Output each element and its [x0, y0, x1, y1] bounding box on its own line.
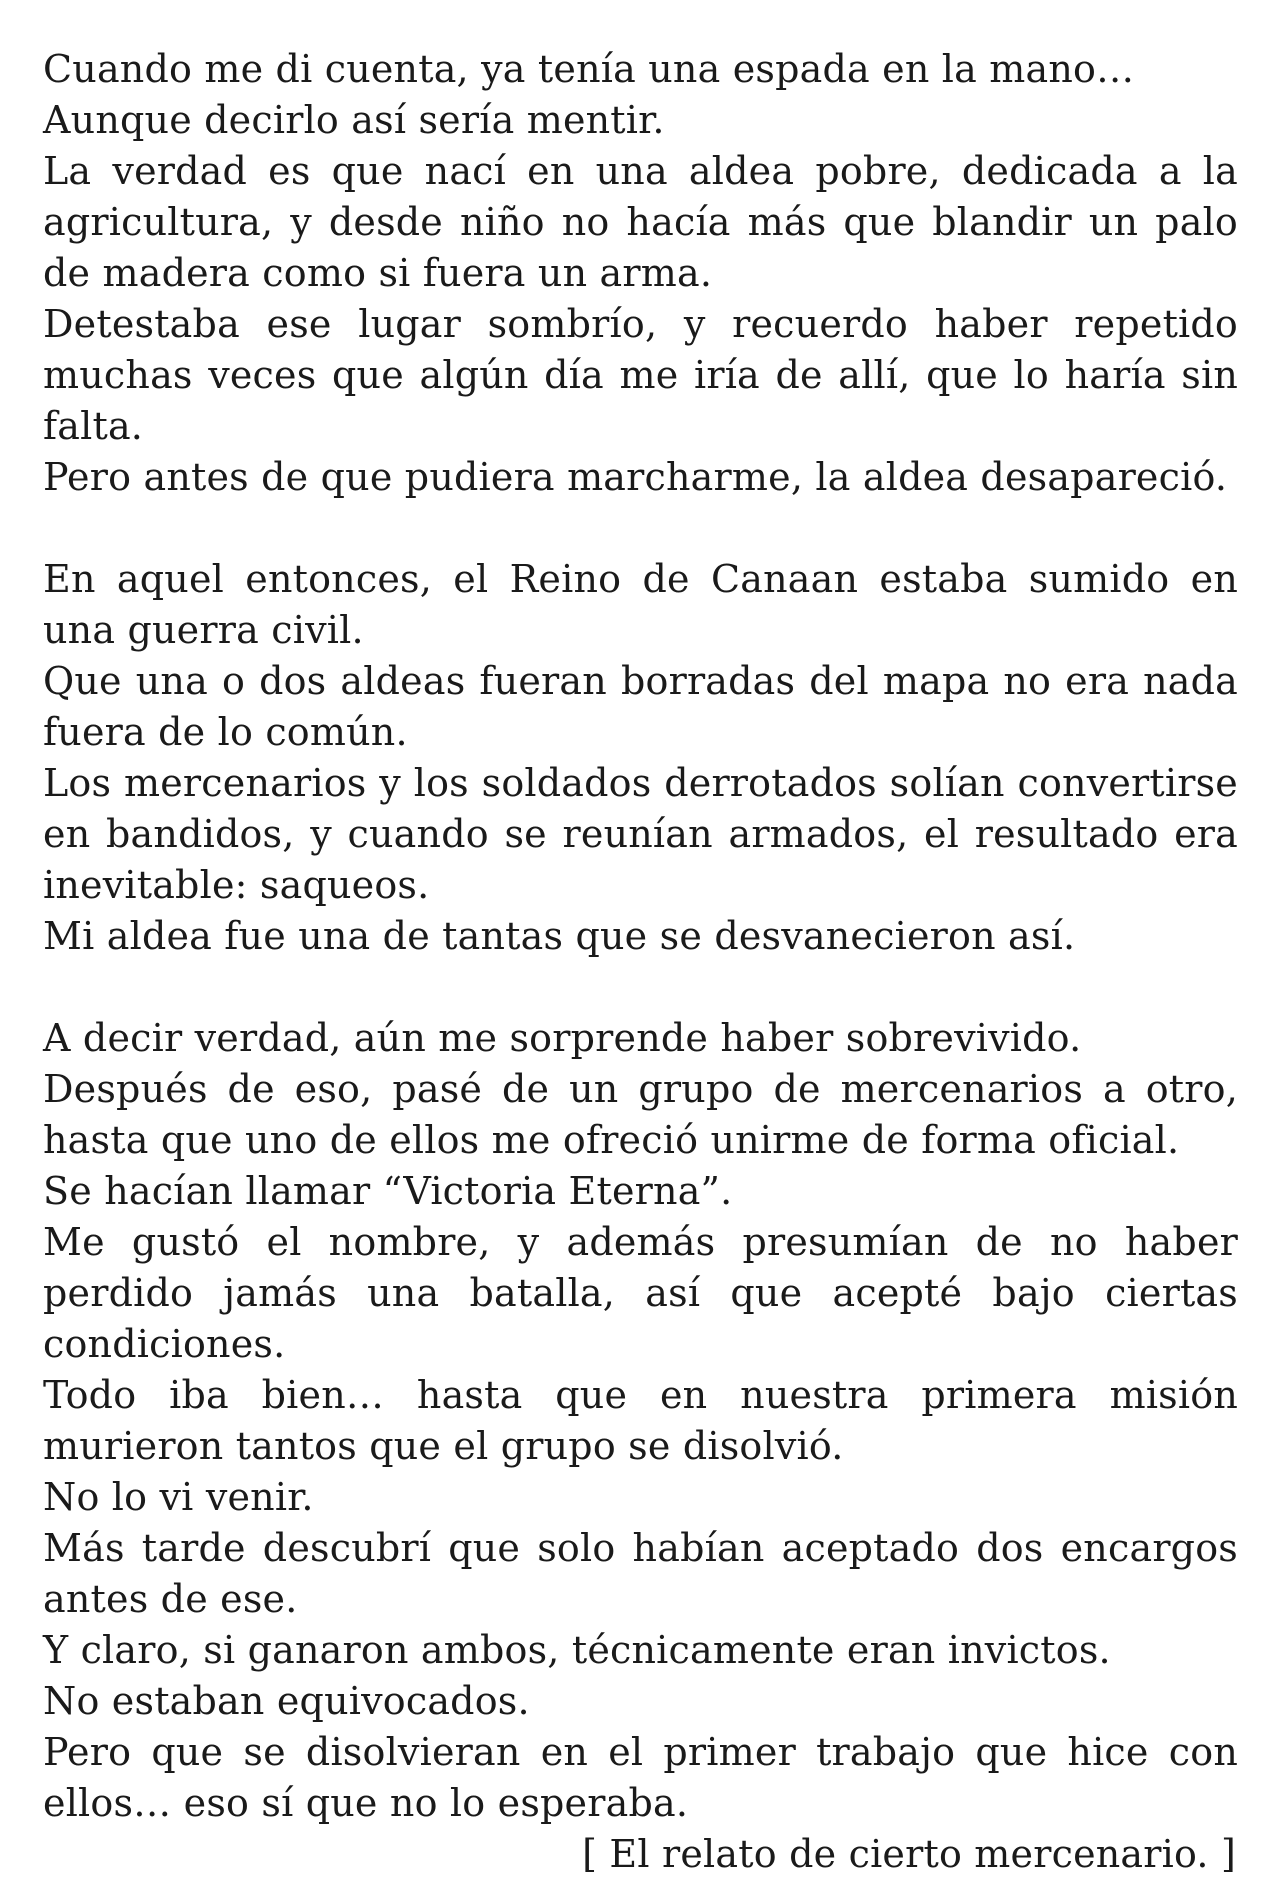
paragraph: La verdad es que nací en una aldea pobre, dedicada a la agricultura, y desde niño no hacía más que blandir un palo de madera como si fuera un arma.: [43, 149, 1238, 295]
paragraph: Los mercenarios y los soldados derrotados solían convertirse en bandidos, y cuando se reunían armados, el resultado era inevitable: saqueos.: [43, 761, 1238, 907]
paragraph: Me gustó el nombre, y además presumían de no haber perdido jamás una batalla, así que acepté bajo ciertas condiciones.: [43, 1220, 1238, 1366]
paragraph: No lo vi venir.: [43, 1475, 314, 1519]
signature-caption: [ El relato de cierto mercenario. ]: [582, 1832, 1236, 1876]
paragraph: Pero antes de que pudiera marcharme, la aldea desapareció.: [43, 455, 1228, 499]
paragraph: A decir verdad, aún me sorprende haber sobrevivido.: [43, 1016, 1082, 1060]
paragraph: Mi aldea fue una de tantas que se desvanecieron así.: [43, 914, 1076, 958]
paragraph: Y claro, si ganaron ambos, técnicamente eran invictos.: [43, 1628, 1111, 1672]
section-2: [43, 554, 1238, 962]
paragraph: Pero que se disolvieran en el primer trabajo que hice con ellos… eso sí que no lo esperaba.: [43, 1730, 1238, 1825]
paragraph: Cuando me di cuenta, ya tenía una espada en la mano…: [43, 47, 1135, 91]
paragraph: No estaban equivocados.: [43, 1679, 530, 1723]
paragraph: Todo iba bien… hasta que en nuestra primera misión murieron tantos que el grupo se disolvió.: [43, 1373, 1238, 1468]
section-3: [43, 1013, 1238, 1880]
paragraph: Aunque decirlo así sería mentir.: [43, 98, 665, 142]
paragraph: Que una o dos aldeas fueran borradas del mapa no era nada fuera de lo común.: [43, 659, 1238, 754]
paragraph: Detestaba ese lugar sombrío, y recuerdo haber repetido muchas veces que algún día me iría de allí, que lo haría sin falta.: [43, 302, 1238, 448]
paragraph: Se hacían llamar “Victoria Eterna”.: [43, 1169, 733, 1213]
paragraph: Después de eso, pasé de un grupo de mercenarios a otro, hasta que uno de ellos me ofreció unirme de forma oficial.: [43, 1067, 1238, 1162]
paragraph: Más tarde descubrí que solo habían aceptado dos encargos antes de ese.: [43, 1526, 1238, 1621]
paragraph: En aquel entonces, el Reino de Canaan estaba sumido en una guerra civil.: [43, 557, 1238, 652]
document-page: [43, 44, 1238, 1880]
section-1: [43, 44, 1238, 503]
